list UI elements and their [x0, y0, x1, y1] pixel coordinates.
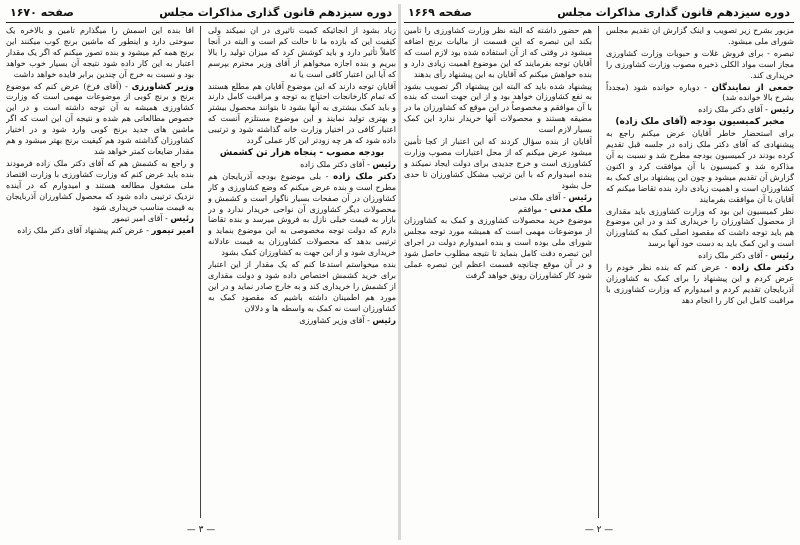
paragraph-text: - آقای ملک مدنی — [509, 192, 566, 202]
speaker-name: دکتر ملک زاده — [333, 171, 396, 182]
paragraph-text: - (آقای فرخ) عرض کنم که موضوع برنج و برنج کوبی از موضوعات مهمی است که وزارت کشاورزی همیشه به آن توجه داشته است و در این خصوص مطالعاتی هم شده و نتیجه آن این است که اگر ماشین های جدید برنج کوبی وارد شود و در اختیار کشاورزان گذاشته شود هم کیفیت برنج بهتر میشود و هم مقدار ضایعات کمتر خواهد شد — [6, 81, 194, 156]
paragraph — [404, 26, 592, 81]
page-number: صفحه ۱۶۶۹ — [408, 6, 472, 19]
speaker-name: وزیر کشاورزی — [131, 81, 194, 92]
section-heading: مخبر کمیسیون بودجه (آقای ملک زاده) — [615, 117, 785, 128]
section-title: مذاکرات مجلس — [557, 6, 641, 19]
paragraph — [606, 207, 794, 251]
paragraph-text: آقایان از بنده سؤال کردند که این اعتبار از کجا تأمین میشود عرض میکنم که از محل اعتبارات مصوب وزارت کشاورزی است و خرج جدیدی برای دولت ایجاد نمیکند و بنده امیدوارم که با این ترتیب مشکل کشاورزان تا حدی حل بشود — [404, 137, 592, 190]
section-title: مذاکرات مجلس — [159, 6, 243, 19]
text-columns — [404, 26, 794, 518]
paragraph — [208, 26, 396, 81]
paragraph — [6, 214, 194, 225]
speaker-name: ملک مدنی — [549, 204, 592, 215]
paragraph — [208, 82, 396, 147]
session-title: دوره سیزدهم قانون گذاری — [246, 6, 392, 19]
paragraph — [6, 226, 194, 237]
paragraph-text: آقایان توجه دارند که این موضوع آقایان هم مطلع هستند که تمام کارخانجات احتیاج به توجه و مراقبت کامل دارند و باید کمک بیشتری به آنها بشود تا بتوانند محصول بیشتر و بهتری تولید نمایند و این موضوع مستلزم آنست که اعتبار کافی در اختیار وزارت خانه گذاشته شود و ترتیبی داده شود که هر چه زودتر این کار عملی گردد — [208, 81, 396, 146]
paragraph — [6, 26, 194, 81]
paragraph-text: - آقای دکتر ملک زاده — [300, 159, 370, 169]
paragraph-text: مزبور بشرح زیر تصویب و اینک گزارش آن تقدیم مجلس شورای ملی میشود. — [606, 26, 794, 46]
paragraph-text: نظر کمیسیون این بود که وزارت کشاورزی باید مقداری از محصول کشاورزان را خریداری کند و در این موضوع هم باید توجه داشت که مقصود اصلی کمک به کشاورزان است و این کمک باید به دست خود آنها برسد — [606, 206, 794, 249]
paragraph-text: زیاد بشود از آنجائیکه کمیت تأثیری در آن نمیکند ولی کیفیت این که بازده ما تا حالت کم است و البته در آنجا کاملاً تأثیر دارد و باید کوشش کرد که میزان تولید را بالا ببریم و بنده اجازه میخواهم از آقای وزیر محترم بپرسم که آیا این اعتبار کافی است یا نه — [208, 26, 396, 79]
column-divider — [598, 26, 599, 518]
paragraph-text: - بلی موضوع بودجه آذربایجان هم مطرح است و بنده عرض میکنم که وضع کشاورزی و کار کشاورزان در آن صفحات بسیار ناگوار است و کشمش و محصولات دیگر کشاورزی آن نواحی خریدار ندارد و در بازار به قیمت خیلی نازل به فروش میرسد و بنده تقاضا دارم که دولت توجه مخصوصی به این موضوع بنماید و ترتیبی بدهد که محصولات کشاورزان به قیمت عادلانه خریداری شود و از این جهت به کشاورزان کمک بشود — [208, 171, 396, 258]
paragraph-text: برای استحضار خاطر آقایان عرض میکنم راجع به پیشنهادی که آقای دکتر ملک زاده در جلسه قبل تقدیم کرده بودند در کمیسیون بودجه مطرح شد و نسبت به آن مذاکره شد و کمیسیون با آن موافقت کرد و اکنون گزارش آن تقدیم میشود و چون این پیشنهاد برای کمک به کشاورزان است و اهمیت زیادی دارد بنده تقاضا میکنم که آقایان با آن موافقت بفرمایند — [606, 129, 794, 204]
column-right — [208, 26, 396, 518]
speaker-name: امیر تیمور — [151, 226, 194, 237]
paragraph-text: بنده میخواستم استدعا کنم که یک مقدار از این اعتبار برای خرید کشمش اختصاص داده شود و دولت مقداری از کشمش را خریداری کند و به خارج صادر نماید و در این مورد هم اطمینان داشته باشیم که مقصود کمک به کشاورزان است نه کمک به واسطه ها و دلالان — [208, 260, 396, 313]
speaker-name: دکتر ملک زاده — [731, 263, 794, 274]
column-left — [404, 26, 592, 518]
paragraph — [208, 316, 396, 327]
paragraph-text: - عرض کنم که بنده نظر خودم را عرض کردم و این پیشنهاد را برای کمک به کشاورزان آذربایجان تقدیم کردم و امیدوارم که وزارت کشاورزی با مراقبت کامل این کار را انجام دهد — [606, 263, 794, 305]
speaker-name: رئیس — [568, 192, 592, 203]
paragraph — [606, 129, 794, 205]
paragraph-text: آقا بنده این اسمش را میگذارم تأمین و بالاخره یک سوختی دارد و اینطور که ماشین برنج کوب میکنند این برنج همه کم میشود و بنده تصور میکنم که اگر یک مقدار اعتبار به این کار داده شود نتیجه آن بسیار خوب خواهد بود و نسبت به خرج آن چندین برابر فایده خواهد داشت — [6, 26, 194, 79]
speaker-name: جمعی از نمایندگان — [711, 82, 794, 93]
speaker-name: رئیس — [372, 159, 396, 170]
paragraph-text: تبصره - برای فروش غلات و حبوبات وزارت کشاورزی مجاز است مواد الکلی ذخیره مصوب وزارت کشاورزی را خریداری کند. — [606, 48, 794, 80]
text-columns — [6, 26, 396, 518]
paragraph — [6, 82, 194, 158]
paragraph — [606, 251, 794, 262]
paragraph — [6, 159, 194, 214]
paragraph — [404, 205, 592, 216]
paragraph — [208, 160, 396, 171]
page-left — [6, 4, 396, 538]
paragraph — [404, 216, 592, 281]
book-gutter — [398, 4, 401, 540]
speaker-name: رئیس — [770, 105, 794, 116]
paragraph — [606, 263, 794, 307]
paragraph-text: - عرض کنم پیشنهاد آقای دکتر ملک زاده — [17, 226, 149, 236]
paragraph — [208, 172, 396, 259]
paragraph-text: - آقای دکتر ملک زاده — [698, 105, 768, 115]
page-header — [404, 4, 794, 23]
page-number: صفحه ۱۶۷۰ — [10, 6, 74, 19]
paragraph — [208, 260, 396, 315]
page-header — [6, 4, 396, 23]
column-divider — [200, 26, 201, 518]
paragraph-text: - موافقم — [518, 204, 548, 214]
paragraph-text: هم حضور داشته که البته نظر وزارت کشاورزی را تأمین بکند این تبصره که این قسمت از مالیات برنج اضافه میشود در وقتی که از آن استفاده شده بود لازم است که آقایان توجه بفرمایند که این موضوع اهمیت زیادی دارد و بنده خواهش میکنم که آقایان به این پیشنهاد رأی بدهند — [404, 26, 592, 79]
page-footer: — ۳ — — [186, 525, 216, 535]
paragraph-text: موضوع خرید محصولات کشاورزی و کمک به کشاورزان از موضوعات مهمی است که همیشه مورد توجه مجلس شورای ملی بوده است و بنده امیدوارم دولت در اجرای این تبصره دقت کامل بنماید تا نتیجه مطلوب حاصل شود و در آن موقع چنانچه قسمت اعظم این تبصره عملی شود کار کشاورزان رونق خواهد گرفت — [404, 216, 592, 280]
speaker-name: رئیس — [170, 214, 194, 225]
paragraph — [606, 49, 794, 82]
paragraph — [606, 105, 794, 116]
column-left — [6, 26, 194, 518]
speaker-name: رئیس — [372, 315, 396, 326]
paragraph-text: - آقای امیر تیمور — [112, 214, 168, 224]
page-right — [404, 4, 794, 538]
paragraph-text: - آقای وزیر کشاورزی — [299, 315, 370, 325]
speaker-name: رئیس — [770, 251, 794, 262]
paragraph-text: - آقای دکتر ملک زاده — [698, 251, 768, 261]
session-title: دوره سیزدهم قانون گذاری — [644, 6, 790, 19]
paragraph — [606, 26, 794, 48]
page-footer: — ۲ — — [584, 525, 614, 535]
column-right — [606, 26, 794, 518]
paragraph — [606, 83, 794, 105]
paragraph-text: پیشنهاد شده باید که البته این پیشنهاد اگر تصویب بشود به نفع کشاورزان خواهد بود و از این جهت است که بنده با آن موافقم و مخصوصاً در این موقع که کشاورزان ما در مضیقه هستند و محصولات آنها خریدار ندارد این کمک بسیار لازم است — [404, 81, 592, 135]
paragraph — [404, 193, 592, 204]
paragraph-text: و راجع به کشمش هم که آقای دکتر ملک زاده فرمودند بنده باید عرض کنم که وزارت کشاورزی با وزارت اقتصاد ملی مشغول مطالعه هستند و امیدوارم که در آینده نزدیک ترتیبی داده شود که محصول کشاورزان آذربایجان به قیمت مناسب خریداری شود — [6, 158, 194, 212]
section-heading: بودجه مصوب - پنجاه هزار تن کشمش — [219, 147, 385, 158]
paragraph-text: - دوباره خوانده شود (مجدداً بشرح بالا خوانده شد) — [606, 82, 794, 103]
paragraph — [404, 137, 592, 192]
paragraph — [404, 82, 592, 137]
